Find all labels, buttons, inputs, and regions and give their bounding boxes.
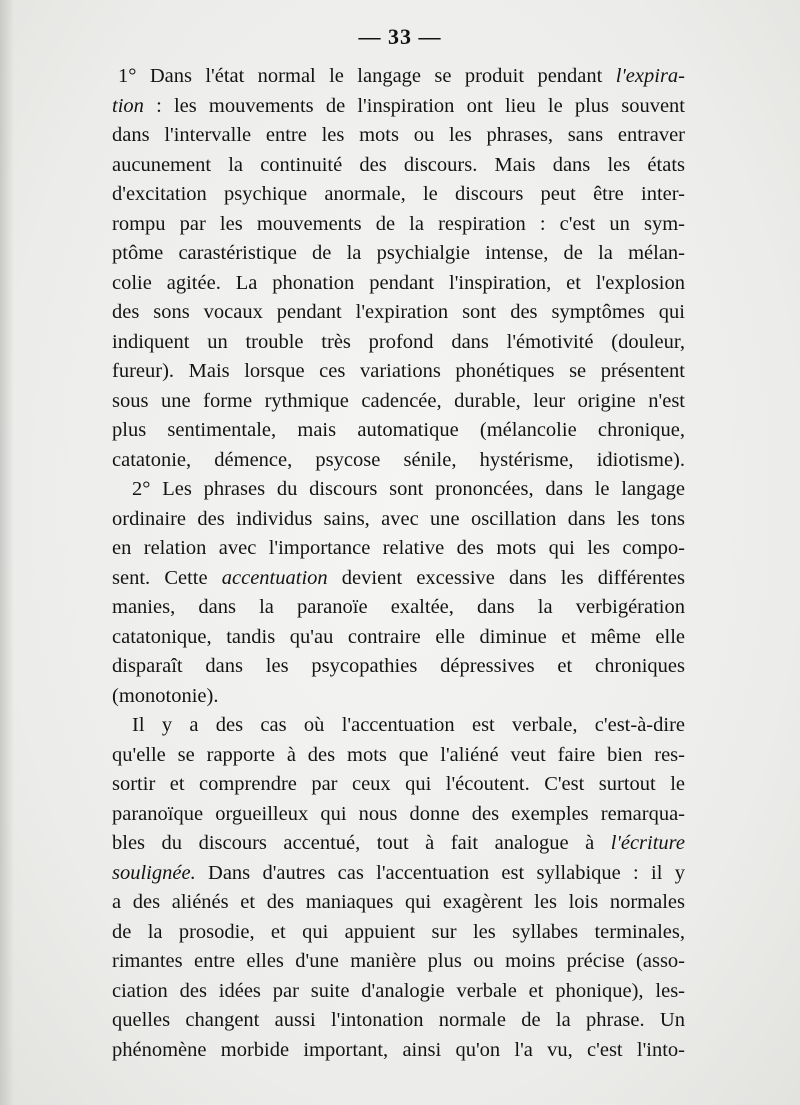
text-line <box>112 652 685 682</box>
text-segment: : les mouvements de l'inspiration ont lieu le plus souvent <box>143 94 685 117</box>
text-segment: de la prosodie, et qui appuient sur les syllabes terminales, <box>112 920 685 943</box>
text-line <box>112 151 685 181</box>
text-segment: disparaît dans les psycopathies dépressives et chroniques <box>112 655 685 677</box>
text-line <box>112 741 685 771</box>
text-segment: d'excitation psychique anormale, le discours peut être inter- <box>112 183 685 205</box>
text-segment: phénomène morbide important, ainsi qu'on l'a vu, c'est l'into- <box>112 1038 685 1061</box>
text-line <box>112 623 685 653</box>
text-segment: a des aliénés et des maniaques qui exagèrent les lois normales <box>112 891 685 913</box>
text-line <box>112 977 685 1007</box>
text-segment: Dans d'autres cas l'accentuation est syllabique : il y <box>195 861 685 884</box>
text-segment: colie agitée. La phonation pendant l'inspiration, et l'explosion <box>112 271 685 294</box>
page-number: — 33 — <box>358 24 442 49</box>
text-line <box>112 121 685 151</box>
text-line <box>112 416 685 446</box>
text-segment: ptôme carastéristique de la psychialgie intense, de la mélan- <box>112 242 685 264</box>
text-segment: aucunement la continuité des discours. Mais dans les états <box>112 153 685 176</box>
text-segment: sent. Cette <box>112 566 222 589</box>
text-line <box>112 446 685 476</box>
body-text <box>112 62 685 1065</box>
text-segment: (monotonie). <box>112 684 219 707</box>
italic-text: accentuation <box>221 566 328 589</box>
text-segment: dans l'intervalle entre les mots ou les phrases, sans entraver <box>112 124 685 146</box>
text-segment: indiquent un trouble très profond dans l'émotivité (douleur, <box>112 330 685 353</box>
text-line <box>112 829 685 859</box>
text-line <box>112 328 685 358</box>
text-line <box>112 210 685 240</box>
text-segment: des sons vocaux pendant l'expiration sont des symptômes qui <box>112 301 685 323</box>
italic-text: l'écriture <box>610 832 685 854</box>
text-line <box>112 269 685 299</box>
text-segment: catatonie, démence, psycose sénile, hystérisme, idiotisme). <box>112 448 685 471</box>
text-line <box>112 564 685 594</box>
text-segment: paranoïque orgueilleux qui nous donne des exemples remarqua- <box>112 802 685 825</box>
text-segment: Il y a des cas où l'accentuation est verbale, c'est-à-dire <box>132 714 685 736</box>
text-segment: ordinaire des individus sains, avec une oscillation dans les tons <box>112 507 685 530</box>
text-segment: sous une forme rythmique cadencée, durable, leur origine n'est <box>112 389 685 412</box>
text-line <box>112 800 685 830</box>
text-segment: bles du discours accentué, tout à fait analogue à <box>112 832 611 854</box>
text-line <box>112 180 685 210</box>
text-line <box>112 239 685 269</box>
italic-text: soulignée. <box>112 861 196 884</box>
text-line <box>112 918 685 948</box>
text-segment: en relation avec l'importance relative des mots qui les compo- <box>112 537 685 559</box>
italic-text: tion <box>112 94 144 117</box>
text-segment: quelles changent aussi l'intonation normale de la phrase. Un <box>112 1009 685 1031</box>
text-line <box>112 593 685 623</box>
text-line <box>112 505 685 535</box>
text-segment: plus sentimentale, mais automatique (mélancolie chronique, <box>112 419 685 441</box>
text-segment: ciation des idées par suite d'analogie verbale et phonique), les- <box>112 979 685 1002</box>
text-segment: manies, dans la paranoïe exaltée, dans la verbigération <box>112 596 685 618</box>
text-segment: qu'elle se rapporte à des mots que l'aliéné veut faire bien res- <box>112 743 685 766</box>
text-line <box>112 711 685 741</box>
text-segment: catatonique, tandis qu'au contraire elle diminue et même elle <box>112 625 685 648</box>
text-segment: 2° Les phrases du discours sont prononcées, dans le langage <box>132 478 685 500</box>
text-line <box>112 475 685 505</box>
text-line <box>112 1036 685 1066</box>
text-segment: rimantes entre elles d'une manière plus ou moins précise (asso- <box>112 950 685 972</box>
text-line <box>112 62 685 92</box>
text-line <box>112 387 685 417</box>
text-line <box>112 92 685 122</box>
text-line <box>112 770 685 800</box>
text-line <box>112 682 685 712</box>
text-line <box>112 888 685 918</box>
text-line <box>112 534 685 564</box>
binding-shadow <box>0 0 14 1105</box>
text-segment: rompu par les mouvements de la respiration : c'est un sym- <box>112 212 685 235</box>
text-segment: fureur). Mais lorsque ces variations phonétiques se présentent <box>112 360 685 382</box>
text-segment: sortir et comprendre par ceux qui l'écoutent. C'est surtout le <box>112 773 685 795</box>
text-line <box>112 1006 685 1036</box>
italic-text: l'expira- <box>615 65 685 87</box>
text-line <box>112 859 685 889</box>
text-line <box>112 947 685 977</box>
text-segment: 1° Dans l'état normal le langage se produit pendant <box>118 65 616 87</box>
text-segment: devient excessive dans les différentes <box>327 566 685 589</box>
text-line <box>112 298 685 328</box>
text-line <box>112 357 685 387</box>
